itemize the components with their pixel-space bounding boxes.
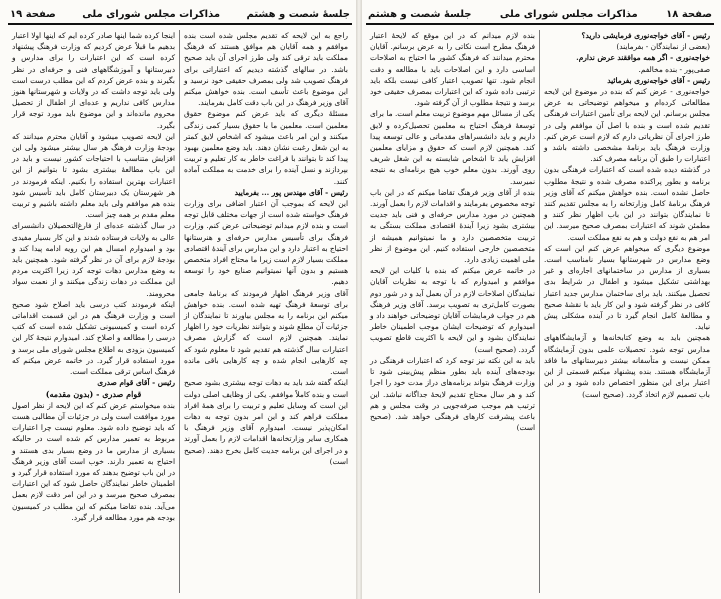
page-header — [366, 8, 714, 25]
paragraph: صفی‌پور - بنده مخالفم. — [638, 64, 710, 74]
paragraph: اینکه گفته شد باید به دهات توجه بیشتری بشود صحیح است و بنده کاملاً موافقم. یکی از وظایف اصلی دولت این است که وسایل تعلیم و تربیت را برای همهٔ افراد مملکت فراهم کند و این امر بدون توجه به دهات امکان‌پذیر نیست. امیدوارم آقای وزیر فرهنگ با همکاری سایر وزارتخانه‌ها اقدامات لازم را بعمل آورند و در اجرای این برنامه جدیت کامل بخرج دهند. (صحیح است) — [184, 378, 348, 466]
text-column-left — [8, 30, 180, 593]
book-gutter — [356, 0, 362, 599]
session-title: جلسهٔ شصت و هشتم — [246, 9, 350, 20]
paragraph: بنده لازم میدانم که در این موقع که لایحهٔ اعتبار فرهنگ مطرح است نکاتی را به عرض برسانم. آقایان محترم میدانند که فرهنگ کشور ما احتیاج به اصلاحات اساسی دارد و این اصلاحات باید با مطالعه و دقت انجام شود. تنها تصویب اعتبار کافی نیست بلکه باید ترتیبی داده شود که این اعتبارات بمصرف حقیقی خود برسد و نتیجهٔ مطلوب از آن گرفته شود. — [370, 31, 535, 108]
paragraph: اینکه فرمودند کتب درسی باید اصلاح شود صحیح است و وزارت فرهنگ هم در این قسمت اقداماتی کرده است و کمیسیونی تشکیل شده است که کتب درسی را مطالعه و اصلاح کند. امیدوارم نتیجهٔ کار این کمیسیون بزودی به اطلاع مجلس شورای ملی برسد و مورد استفاده قرار گیرد. در خاتمه عرض میکنم که فرهنگ اساس ترقی مملکت است. — [12, 299, 175, 377]
paragraph: این لایحه تصویب میشود و آقایان محترم میدانند که بودجهٔ وزارت فرهنگ هر سال بیشتر میشود ولی این افزایش متناسب با احتیاجات کشور نیست و باید در این باب مطالعهٔ بیشتری بشود تا بتوانیم از این اعتبارات بهترین استفاده را بکنیم. اینکه فرمودند در هر شهرستان یک دبیرستان کامل باید تأسیس شود بنده هم موافقم ولی باید معلم داشته باشیم و تربیت معلم مقدم بر همه چیز است. — [12, 131, 175, 220]
text-column-right — [180, 30, 352, 593]
speaker-line: رئیس - آقای قوام صدری — [97, 378, 175, 388]
paragraph: مسئلهٔ دیگری که باید عرض کنم موضوع حقوق معلمین است. معلمین ما با حقوق بسیار کمی زندگی میکنند و این امر باعث میشود که اشخاص لایق کمتر به این شغل رغبت نشان دهند. باید وضع معلمین بهبود پیدا کند تا بتوانند با فراغت خاطر به کار تعلیم و تربیت بپردازند و نسل آینده را برای خدمت به مملکت آماده کنند. — [184, 109, 348, 186]
speaker-line: رئیس - آقای خواجه‌نوری فرمایشی دارید؟ — [581, 31, 710, 40]
running-title: مذاکرات مجلس شورای ملی — [499, 9, 638, 20]
paragraph: این لایحه که بموجب آن اعتبار اضافی برای وزارت فرهنگ خواسته شده است از جهات مختلف قابل توجه است و بنده لازم میدانم توضیحاتی عرض کنم. وزارت فرهنگ برای تأسیس مدارس حرفه‌ای و هنرستانها احتیاج به اعتبار دارد و این مدارس برای آیندهٔ اقتصادی مملکت بسیار لازم است زیرا ما محتاج افراد متخصص هستیم و بدون آنها نمیتوانیم صنایع خود را توسعه دهیم. — [184, 199, 348, 287]
paragraph: یکی از مسائل مهم موضوع تربیت معلم است. ما برای توسعهٔ فرهنگ احتیاج به معلمین تحصیل‌کرده و لایق داریم و باید دانشسراهای مقدماتی و عالی توسعه پیدا کند. همچنین لازم است که حقوق و مزایای معلمین افزایش یابد تا اشخاص شایسته به این شغل شریف روی آورند. بدون معلم خوب هیچ برنامه‌ای به نتیجه نمیرسد. — [370, 109, 535, 186]
text-column-right — [540, 30, 714, 593]
paragraph: آقای وزیر فرهنگ اظهار فرمودند که برنامهٔ جامعی برای توسعهٔ فرهنگ تهیه شده است. بنده خواهش میکنم این برنامه را به مجلس بیاورند تا نمایندگان از جزئیات آن مطلع شوند و بتوانند نظریات خود را اظهار نمایند. همچنین لازم است که گزارش مصرف اعتبارات سال گذشته هم تقدیم شود تا معلوم شود که چه کارهایی انجام شده و چه کارهایی باقی مانده است. — [184, 288, 348, 377]
speaker-line: رئیس - آقای خواجه‌نوری بفرمائید — [607, 75, 710, 85]
paragraph: در سال گذشته عده‌ای از فارغ‌التحصیلان دانشسرای عالی به ولایات فرستاده شدند و این کار بسیار مفیدی بود و امیدوارم امسال هم این رویه ادامه پیدا کند و بودجهٔ لازم برای آن در نظر گرفته شود. همچنین باید به وضع مدارس دهات توجه کرد زیرا اکثریت مردم این مملکت در دهات زندگی میکنند و از نعمت سواد محرومند. — [12, 221, 175, 298]
text-column-left — [366, 30, 540, 593]
section-heading: قوام صدری - (بدون مقدمه) — [45, 388, 142, 399]
paragraph: باید به این نکته نیز توجه کرد که اعتبارات فرهنگی در بودجه‌های آینده باید بطور منظم پیش‌بینی شود تا وزارت فرهنگ بتواند برنامه‌های دراز مدت خود را اجرا کند و هر سال محتاج تقدیم لایحهٔ جداگانه نباشد. این ترتیب هم موجب صرفه‌جویی در وقت مجلس و هم باعث پیشرفت کارهای فرهنگی خواهد شد. (صحیح است) — [370, 355, 535, 433]
paragraph: بنده از آقای وزیر فرهنگ تقاضا میکنم که در این باب توجه مخصوص بفرمایند و اقدامات لازم را بعمل آورند. همچنین در مورد مدارس حرفه‌ای و فنی باید جدیت بیشتری بشود زیرا آیندهٔ اقتصادی مملکت بستگی به تربیت متخصصین دارد و ما نمیتوانیم همیشه از متخصصین خارجی استفاده کنیم. این موضوع از نظر ملی اهمیت زیادی دارد. — [370, 187, 535, 265]
column-container — [8, 30, 352, 593]
paragraph: راجع به این لایحه که تقدیم مجلس شده است بنده موافقم و همه آقایان هم موافق هستند که فرهنگ مملکت باید ترقی کند ولی طرز اجرای آن باید صحیح باشد. در سالهای گذشته دیدیم که اعتباراتی برای فرهنگ تصویب شد ولی بمصرف حقیقی خود نرسید و این موضوع باعث تأسف است. بنده خواهش میکنم آقای وزیر فرهنگ در این باب دقت کامل بفرمایند. — [184, 31, 348, 108]
paragraph: همچنین باید به وضع کتابخانه‌ها و آزمایشگاههای مدارس توجه شود. تحصیلات علمی بدون آزمایشگاه ممکن نیست و متأسفانه بیشتر دبیرستانهای ما فاقد آزمایشگاه هستند. بنده پیشنهاد میکنم قسمتی از این اعتبار برای این منظور اختصاص داده شود و در این باب تصمیم لازم اتخاذ گردد. (صحیح است) — [544, 333, 710, 399]
speaker-line: خواجه‌نوری - اگر همه موافقند عرض ندارم. — [576, 53, 710, 63]
paragraph: بنده میخواستم عرض کنم که این لایحه از نظر اصول مورد موافقت است ولی در جزئیات آن مطالبی هست که باید توضیح داده شود. معلوم نیست چرا اعتبارات مربوط به تعمیر مدارس کم شده است در حالیکه بسیاری از مدارس ما در وضع بسیار بدی هستند و احتیاج به تعمیر دارند. خوب است آقای وزیر فرهنگ در این باب توضیح بدهند که مورد استفاده قرار گیرد و اطمینان خاطر نمایندگان حاصل شود که این اعتبارات بمصرف صحیح میرسد و در این امر دقت لازم بعمل می‌آید. بنده تقاضا میکنم که این مطلب در کمیسیون بودجه هم مورد مطالعه قرار گیرد. — [12, 400, 175, 522]
page-header — [8, 8, 352, 25]
paragraph: (بعضی از نمایندگان - بفرمایند) — [616, 42, 710, 52]
paragraph: خواجه‌نوری - عرض کنم که بنده در موضوع این لایحه مطالعاتی کرده‌ام و میخواهم توضیحاتی به عرض مجلس برسانم. این لایحه برای تأمین اعتبارات فرهنگی تقدیم شده است و بنده با اصل آن موافقم ولی در طرز اجرای آن نظریاتی دارم که لازم است عرض کنم. وزارت فرهنگ باید برنامهٔ مشخصی داشته باشد و اعتبارات را طبق آن برنامه مصرف کند. — [544, 87, 710, 164]
paragraph: موضوع دیگری که میخواهم عرض کنم این است که وضع مدارس در شهرستانها بسیار نامناسب است. بسیاری از مدارس در ساختمانهای اجاره‌ای و غیر بهداشتی تشکیل میشود و اطفال در شرایط بدی تحصیل میکنند. باید برای ساختمان مدارس جدید اعتبار کافی در نظر گرفته شود و این کار باید با نقشهٔ صحیح و مطالعهٔ کامل انجام گیرد تا در آینده مشکلی پیش نیاید. — [544, 243, 710, 332]
session-title: جلسهٔ شصت و هشتم — [368, 9, 472, 20]
paragraph: در خاتمه عرض میکنم که بنده با کلیات این لایحه موافقم و امیدوارم که با توجه به نظریات آقایان نمایندگان اصلاحات لازم در آن بعمل آید و در شور دوم بصورت کامل‌تری به تصویب برسد. آقای وزیر فرهنگ هم در جواب فرمایشات آقایان توضیحاتی خواهند داد و امیدوارم که توضیحات ایشان موجب اطمینان خاطر نمایندگان بشود و این لایحه با اکثریت قاطع تصویب گردد. (صحیح است) — [370, 266, 535, 354]
column-container — [366, 30, 714, 593]
paragraph: در گذشته دیده شده است که اعتبارات فرهنگی بدون برنامه و بطور پراکنده مصرف شده و نتیجهٔ مطلوب حاصل نشده است. بنده خواهش میکنم که آقای وزیر فرهنگ برنامهٔ کامل وزارتخانه را به مجلس تقدیم کنند تا نمایندگان بتوانند در این باب اظهار نظر کنند و مطمئن شوند که اعتبارات بمصرف صحیح میرسد. این امر هم به نفع دولت و هم به نفع مملکت است. — [544, 165, 710, 242]
page-19 — [8, 8, 352, 593]
paragraph: اینجا کرده شما اینها صادر کرده ایم که اینها اولا اعتبار بدهیم ما قبلاً عرض کردیم که وزارت فرهنگ پیشنهاد کرده است که این اعتبارات را برای مدارس و دبیرستانها و آموزشگاههای فنی و حرفه‌ای در نظر بگیرند و بنده عرض کردم که این مطلب درست است ولی باید توجه داشت که در ولایات و شهرستانها هنوز مدارس کافی نداریم و عده‌ای از اطفال از تحصیل محروم مانده‌اند و این موضوع باید مورد توجه قرار بگیرد. — [12, 31, 175, 130]
running-title: مذاکرات مجلس شورای ملی — [82, 9, 221, 20]
page-number: صفحة ۱۸ — [666, 9, 712, 20]
page-18 — [366, 8, 714, 593]
speaker-line: رئیس - آقای مهندس پور ... بفرمایید — [234, 187, 348, 197]
page-number: صفحة ۱۹ — [10, 9, 56, 20]
